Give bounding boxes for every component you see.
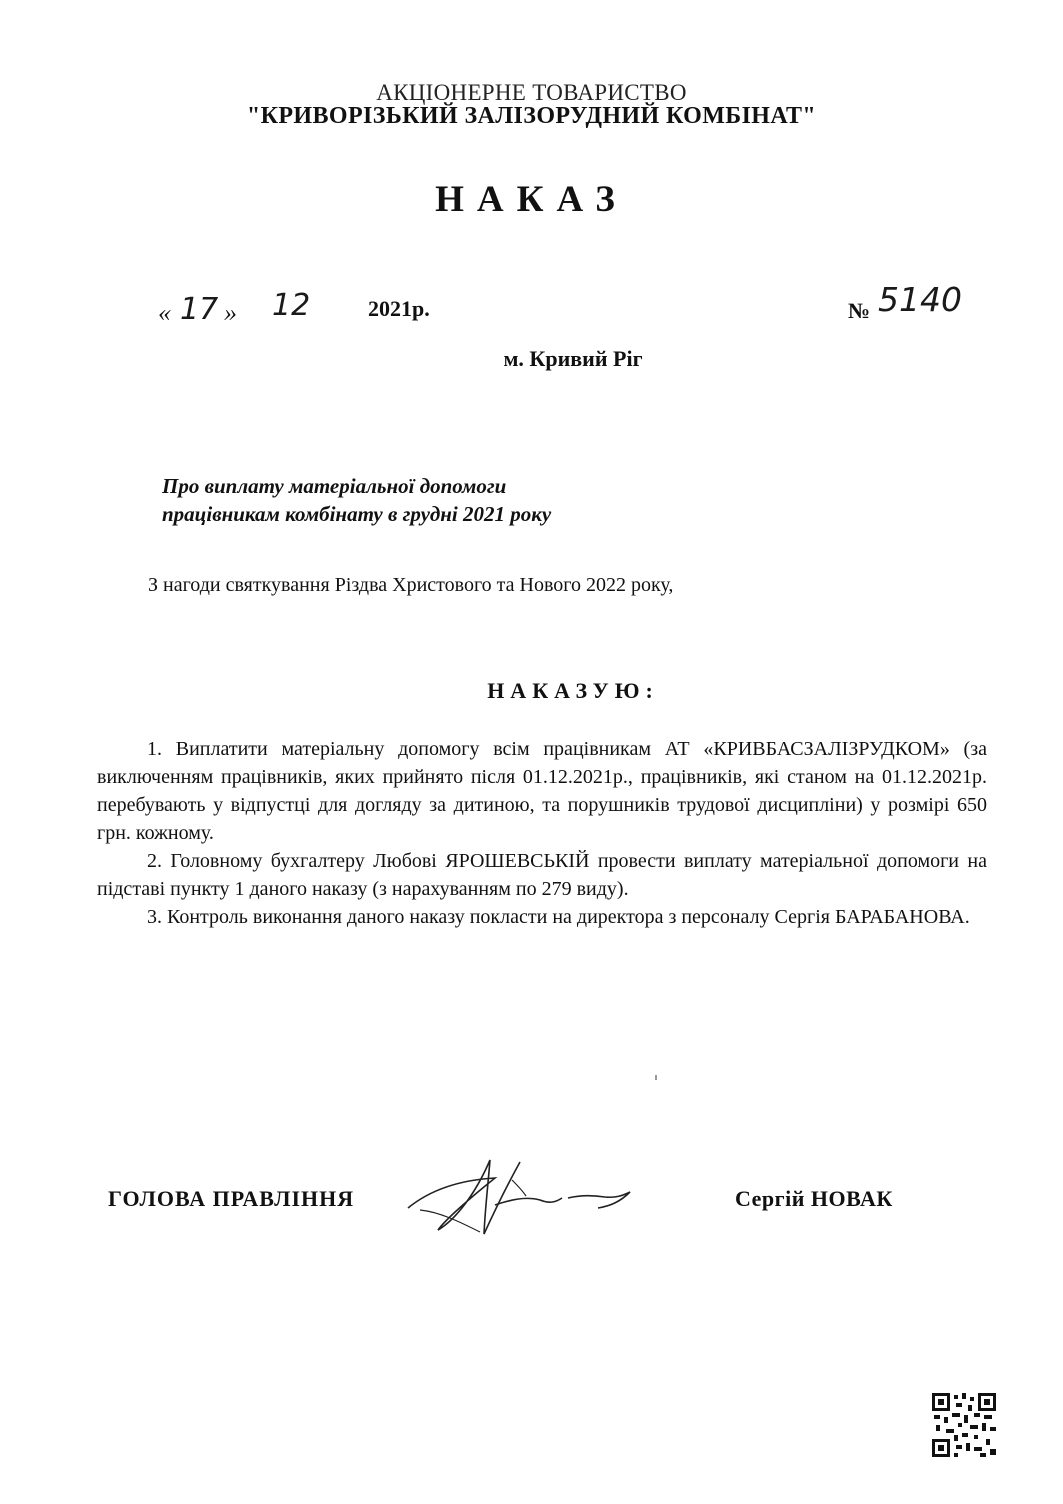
organization-name: "КРИВОРІЗЬКИЙ ЗАЛІЗОРУДНИЙ КОМБІНАТ" <box>246 103 817 129</box>
date-close-quote: » <box>224 298 237 327</box>
city: м. Кривий Ріг <box>503 346 643 371</box>
order-number: 5140 <box>878 280 962 319</box>
preamble: З нагоди святкування Різдва Христового та Нового 2022 року, <box>148 574 674 596</box>
scan-speck <box>655 1075 657 1080</box>
subject-line-1: Про виплату матеріальної допомоги <box>162 474 507 498</box>
order-item-3: 3. Контроль виконання даного наказу покласти на директора з персоналу Сергія БАРАБАНОВА. <box>147 906 970 928</box>
handwritten-signature <box>400 1150 660 1245</box>
date-year: 2021р. <box>368 296 430 321</box>
signatory-position: ГОЛОВА ПРАВЛІННЯ <box>108 1186 355 1211</box>
order-item-2: 2. Головному бухгалтеру Любові ЯРОШЕВСЬКІЙ провести виплату матеріальної допомоги на підставі пункту 1 даного наказу (з нарахуванням по 279 виду). <box>97 850 987 900</box>
order-item-1: 1. Виплатити матеріальну допомогу всім працівникам АТ «КРИВБАСЗАЛІЗРУДКОМ» (за виключенням працівників, яких прийнято після 01.12.2021р., працівників, які станом на 01.12.2021р. перебувають у відпустці для догляду за дитиною, та порушників трудової дисципліни) у розмірі 650 грн. кожному. <box>97 738 987 844</box>
subject-line-2: працівникам комбінату в грудні 2021 року <box>162 502 552 526</box>
qr-code-icon <box>932 1393 996 1462</box>
organization-type: АКЦІОНЕРНЕ ТОВАРИСТВО <box>376 80 687 105</box>
order-heading: НАКАЗУЮ: <box>487 678 659 703</box>
number-sign: № <box>848 298 871 323</box>
order-subject <box>162 472 551 528</box>
date-month: 12 <box>272 288 311 323</box>
order-items <box>97 735 987 931</box>
signatory-name: Сергій НОВАК <box>735 1186 893 1211</box>
date-day: 17 <box>180 292 219 327</box>
document-title: НАКАЗ <box>435 179 628 220</box>
date-open-quote: « <box>158 298 171 327</box>
